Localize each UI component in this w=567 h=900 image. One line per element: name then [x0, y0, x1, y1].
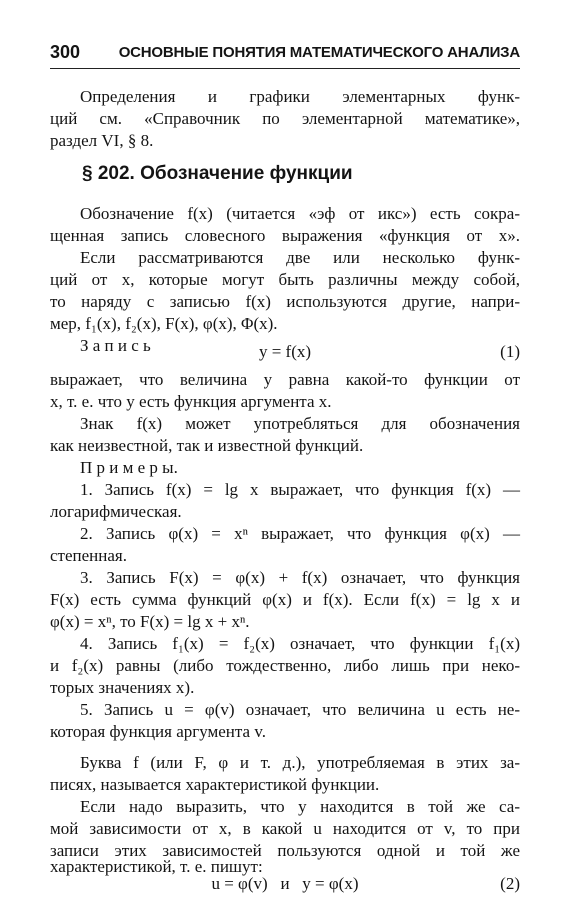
- text-line: Знак f(x) может употребляться для обозначения: [80, 414, 520, 433]
- intro-line-2: ций см. «Справочник по элементарной математике»,: [50, 109, 520, 128]
- text-line: 4. Запись f₁(x) = f₂(x) означает, что функции f₁(x): [80, 634, 520, 653]
- text-line: Обозначение f(x) (читается «эф от икс») есть сокра-: [80, 204, 520, 223]
- text-line: как неизвестной, так и известной функций.: [50, 436, 364, 455]
- text-line: Если рассматриваются две или несколько функ-: [80, 248, 520, 267]
- equation-1: [50, 341, 520, 363]
- equation-1-number: (1): [500, 342, 520, 361]
- text-line: и f₂(x) равны (либо тождественно, либо лишь при неко-: [50, 656, 520, 675]
- text-line: записи этих зависимостей пользуются одной и той же: [50, 841, 520, 860]
- equation-2-formula: u = φ(v) и y = φ(x): [211, 874, 359, 893]
- text-line: 3. Запись F(x) = φ(x) + f(x) означает, что функция: [80, 568, 520, 587]
- running-header: [50, 40, 520, 66]
- text-line: Буква f (или F, φ и т. д.), употребляемая в этих за-: [80, 753, 520, 772]
- intro-line-1: Определения и графики элементарных функ-: [80, 87, 520, 106]
- text-line: Если надо выразить, что y находится в той же са-: [80, 797, 520, 816]
- text-line: 5. Запись u = φ(v) означает, что величина u есть не-: [80, 700, 520, 719]
- text-line: писях, называется характеристикой функции.: [50, 775, 380, 794]
- text-line: логарифмическая.: [50, 502, 182, 521]
- text-line: торых значениях x).: [50, 678, 195, 697]
- text-line: щенная запись словесного выражения «функция от x».: [50, 226, 520, 245]
- equation-2: [50, 873, 520, 895]
- text-line: степенная.: [50, 546, 127, 565]
- running-title: ОСНОВНЫЕ ПОНЯТИЯ МАТЕМАТИЧЕСКОГО АНАЛИЗА: [118, 44, 520, 61]
- equation-1-formula: y = f(x): [258, 342, 312, 361]
- text-line: характеристикой, т. е. пишут:: [50, 857, 263, 876]
- text-line: ций от x, которые могут быть различны между собой,: [50, 270, 520, 289]
- text-line: выражает, что величина y равна какой-то функции от: [50, 370, 520, 389]
- text-line: x, т. е. что y есть функция аргумента x.: [50, 392, 332, 411]
- text-line: 1. Запись f(x) = lg x выражает, что функция f(x) —: [80, 480, 520, 499]
- header-rule: [50, 68, 520, 69]
- page-number: 300: [50, 42, 81, 62]
- section-title: § 202. Обозначение функции: [82, 163, 353, 184]
- equation-2-number: (2): [500, 874, 520, 893]
- text-line: мой зависимости от x, в какой u находится от v, то при: [50, 819, 520, 838]
- text-line: мер, f₁(x), f₂(x), F(x), φ(x), Φ(x).: [50, 314, 278, 333]
- text-line: φ(x) = xⁿ, то F(x) = lg x + xⁿ.: [50, 612, 250, 631]
- text-line: F(x) есть сумма функций φ(x) и f(x). Если f(x) = lg x и: [50, 590, 520, 609]
- text-line: которая функция аргумента v.: [50, 722, 266, 741]
- text-line: то наряду с записью f(x) используются другие, напри-: [50, 292, 520, 311]
- intro-line-3: раздел VI, § 8.: [50, 131, 154, 150]
- text-line: 2. Запись φ(x) = xⁿ выражает, что функция φ(x) —: [80, 524, 520, 543]
- text-line: П р и м е р ы.: [80, 458, 178, 477]
- text-line: З а п и с ь: [80, 336, 151, 355]
